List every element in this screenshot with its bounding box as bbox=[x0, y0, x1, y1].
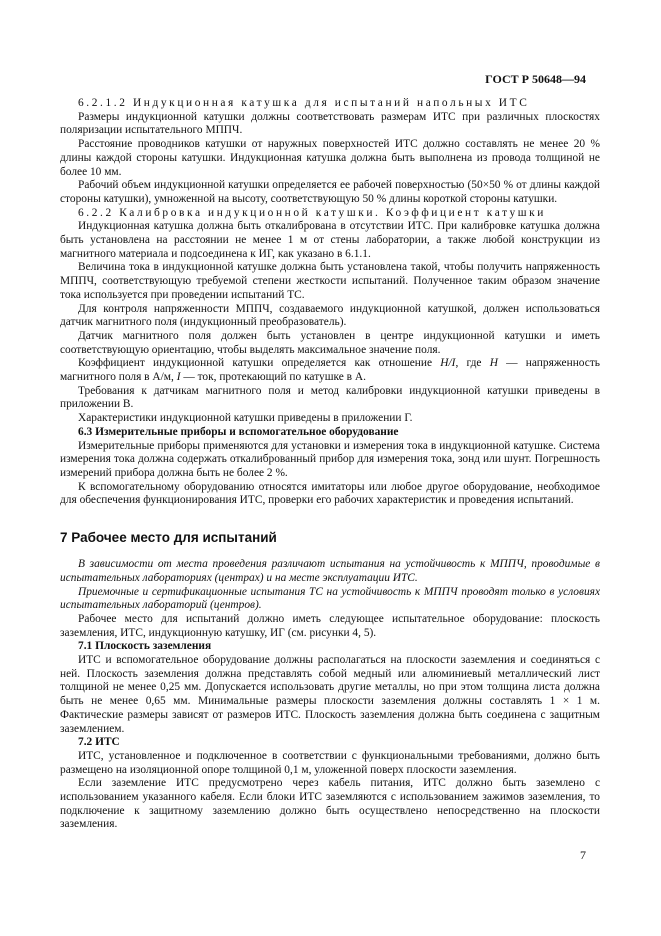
paragraph: Рабочее место для испытаний должно иметь следующее испытательное оборудование: плоскость заземления, ИТС, индукционную катушку, ИГ (см. рисунки 4, 5). bbox=[60, 612, 600, 639]
paragraph: Измерительные приборы применяются для установки и измерения тока в индукционной катушке. Система измерения тока должна содержать откалиброванный прибор для измерения тока, зонд или шунт. Погрешность измерений прибора должна быть не более 2 %. bbox=[60, 439, 600, 479]
paragraph: Требования к датчикам магнитного поля и метод калибровки индукционной катушки приведены в приложении В. bbox=[60, 384, 600, 411]
paragraph: ИТС и вспомогательное оборудование должны располагаться на плоскости заземления и соединяться с ней. Плоскость заземления должна представлять собой медный или алюминиевый металлический лист толщиной не менее 0,25 мм. Допускается использовать другие металлы, но при этом толщина листа должна быть не менее 0,65 мм. Минимальные размеры плоскости заземления должны составлять 1 × 1 м. Фактические размеры зависят от размеров ИТС. Плоскость заземления должна быть соединена с защитным заземлением. bbox=[60, 654, 600, 735]
document-body bbox=[60, 97, 600, 832]
page-number: 7 bbox=[580, 848, 586, 862]
paragraph: Датчик магнитного поля должен быть установлен в центре индукционной катушки и иметь соответствующую ориентацию, чтобы выделять максимальное значение поля. bbox=[60, 329, 600, 356]
paragraph: Если заземление ИТС предусмотрено через кабель питания, ИТС должно быть заземлено с использованием указанного кабеля. Если блоки ИТС заземляются с использованием зажимов заземления, то подключение к защитному заземлению должно быть осуществлено непосредственно на плоскости заземления. bbox=[60, 777, 600, 831]
section-heading-7: 7 Рабочее место для испытаний bbox=[60, 530, 277, 546]
paragraph: К вспомогательному оборудованию относятся имитаторы или любое другое оборудование, необходимое для обеспечения функционирования ИТС, проверки его рабочих характеристик и проведения испытаний. bbox=[60, 480, 600, 507]
symbol-i: I bbox=[176, 371, 181, 384]
text-run: , где bbox=[455, 357, 490, 370]
text-run: Коэффициент индукционной катушки определяется как отношение bbox=[78, 357, 441, 370]
clause-heading-6-2-2: 6.2.2 Калибровка индукционной катушки. Коэффициент катушки bbox=[78, 206, 547, 219]
paragraph: Расстояние проводников катушки от наружных поверхностей ИТС должно составлять не менее 20 % длины каждой стороны катушки. Индукционная катушка должна быть выполнена из провода толщиной не более 10 мм. bbox=[60, 138, 600, 178]
clause-heading-6-2-1-2: 6.2.1.2 Индукционная катушка для испытаний напольных ИТС bbox=[78, 97, 530, 109]
clause-heading-6-3: 6.3 Измерительные приборы и вспомогательное оборудование bbox=[78, 425, 399, 438]
text-run: — ток, протекающий по катушке в А. bbox=[180, 371, 366, 384]
paragraph: Индукционная катушка должна быть откалибрована в отсутствии ИТС. При калибровке катушка должна быть установлена на расстоянии не менее 1 м от стены лаборатории, а также любой конструкции из магнитного материала и подсоединена к ИГ, как указано в 6.1.1. bbox=[60, 220, 600, 260]
paragraph: Размеры индукционной катушки должны соответствовать размерам ИТС при различных плоскостях поляризации испытательного МППЧ. bbox=[60, 110, 600, 137]
paragraph-italic: Приемочные и сертификационные испытания ТС на устойчивость к МППЧ проводят только в условиях испытательных лабораторий (центров). bbox=[60, 585, 600, 612]
formula-h-over-i: H/I bbox=[440, 357, 456, 370]
clause-heading-7-2: 7.2 ИТС bbox=[78, 736, 120, 749]
paragraph-coil-coefficient bbox=[60, 357, 600, 384]
text-run: — напряженность магнитного поля в А/м, bbox=[60, 357, 601, 384]
paragraph: Характеристики индукционной катушки приведены в приложении Г. bbox=[78, 412, 413, 425]
paragraph: ИТС, установленное и подключенное в соответствии с функциональными требованиями, должно быть размещено на изоляционной опоре толщиной 0,1 м, уложенной поверх плоскости заземления. bbox=[60, 749, 600, 776]
paragraph: Величина тока в индукционной катушке должна быть установлена такой, чтобы получить напряженность МППЧ, соответствующую требуемой степени жесткости испытаний. Полученное таким образом значение тока используется при проведении испытаний ТС. bbox=[60, 261, 600, 301]
clause-heading-7-1: 7.1 Плоскость заземления bbox=[78, 640, 212, 653]
paragraph: Для контроля напряженности МППЧ, создаваемого индукционной катушкой, должен использоваться датчик магнитного поля (индукционный преобразователь). bbox=[60, 302, 600, 329]
standard-header: ГОСТ Р 50648—94 bbox=[485, 72, 586, 86]
paragraph: Рабочий объем индукционной катушки определяется ее рабочей поверхностью (50×50 % от длины каждой стороны катушки), умноженной на высоту, соответствующую 50 % длины короткой стороны катушки. bbox=[60, 179, 600, 205]
symbol-h: H bbox=[489, 357, 498, 370]
paragraph-italic: В зависимости от места проведения различают испытания на устойчивость к МППЧ, проводимые в испытательных лабораториях (центрах) и на месте эксплуатации ИТС. bbox=[60, 558, 600, 584]
